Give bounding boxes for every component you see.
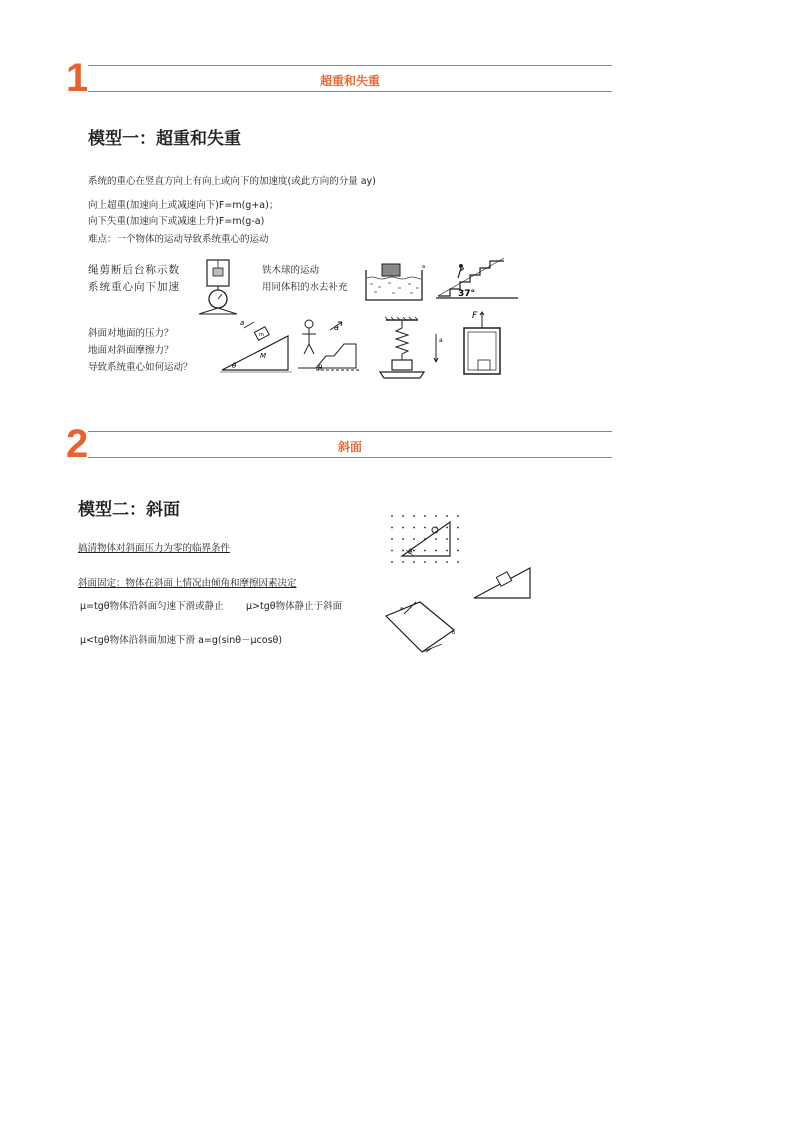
spring-diagram <box>374 316 446 382</box>
escalator-diagram <box>296 316 362 374</box>
section-title-2: 斜面 <box>337 440 362 454</box>
block-incline-diagram <box>472 566 534 602</box>
grid-dot <box>391 561 393 563</box>
grid-dot <box>446 538 448 540</box>
tilted-board-diagram <box>382 598 468 658</box>
grid-dot <box>457 515 459 517</box>
grid-dot <box>457 538 459 540</box>
grid-dot <box>402 550 404 552</box>
model2-title: 模型二：斜面 <box>78 500 180 520</box>
model1-question-1: 斜面对地面的压力？ <box>88 328 174 339</box>
model2-text-4: μ>tgθ物体静止于斜面 <box>246 601 343 612</box>
section-rule-bottom-2 <box>88 457 612 458</box>
section-number-2: 2 <box>66 422 89 466</box>
grid-dot <box>457 527 459 529</box>
model2-text-2: 斜面固定：物体在斜面上情况由倾角和摩擦因素决定 <box>78 578 297 589</box>
model2-text-1: 搞清物体对斜面压力为零的临界条件 <box>78 543 231 554</box>
svg-text:a: a <box>400 606 404 612</box>
svg-text:37°: 37° <box>458 289 476 299</box>
stairs-diagram <box>434 256 520 302</box>
model1-question-2: 地面对斜面摩擦力？ <box>88 345 174 356</box>
grid-dot <box>391 515 393 517</box>
grid-dot <box>446 561 448 563</box>
scale-diagram <box>195 258 245 320</box>
svg-text:a: a <box>439 337 443 344</box>
section-number-1: 1 <box>66 56 89 100</box>
grid-dot <box>391 538 393 540</box>
svg-text:a: a <box>422 264 426 270</box>
grid-dot <box>435 561 437 563</box>
grid-dot <box>424 561 426 563</box>
model1-title: 模型一：超重和失重 <box>88 129 241 149</box>
model1-question-3: 导致系统重心如何运动？ <box>88 362 193 373</box>
model2-text-3: μ=tgθ物体沿斜面匀速下滑或静止 <box>80 601 224 612</box>
grid-dot <box>457 550 459 552</box>
model1-line3: 难点：一个物体的运动导致系统重心的运动 <box>88 234 269 245</box>
grid-dot <box>402 527 404 529</box>
section-rule-top-1 <box>88 65 612 66</box>
grid-dot <box>402 538 404 540</box>
grid-dot <box>413 561 415 563</box>
svg-text:a: a <box>334 323 339 332</box>
grid-dot <box>457 561 459 563</box>
model1-line2: 向下失重(加速向下或减速上升)F=m(g-a) <box>88 216 265 227</box>
section-rule-top-2 <box>88 431 612 432</box>
svg-text:θ: θ <box>408 548 413 556</box>
model1-intro: 系统的重心在竖直方向上有向上或向下的加速度(或此方向的分量 ay) <box>88 176 376 187</box>
grid-dot <box>391 527 393 529</box>
svg-text:a: a <box>240 319 245 327</box>
dotted-incline-diagram <box>388 512 464 566</box>
section-title-1: 超重和失重 <box>319 74 380 88</box>
svg-text:M: M <box>260 352 267 360</box>
model1-note-b1: 铁木球的运动 <box>262 265 320 276</box>
wedge-diagram <box>218 316 292 374</box>
grid-dot <box>424 515 426 517</box>
grid-dot <box>413 538 415 540</box>
grid-dot <box>446 527 448 529</box>
water-tank-diagram <box>364 262 426 304</box>
model1-note-b2: 用同体积的水去补充 <box>262 282 348 293</box>
grid-dot <box>424 527 426 529</box>
svg-text:F: F <box>472 311 478 321</box>
grid-dot <box>446 515 448 517</box>
grid-dot <box>435 538 437 540</box>
svg-text:θ: θ <box>318 364 323 372</box>
svg-text:m: m <box>259 332 264 338</box>
grid-dot <box>413 515 415 517</box>
svg-text:b: b <box>452 630 456 636</box>
grid-dot <box>413 527 415 529</box>
grid-dot <box>402 515 404 517</box>
section-rule-bottom-1 <box>88 91 612 92</box>
grid-dot <box>402 561 404 563</box>
model2-text-5: μ<tgθ物体沿斜面加速下滑 a=g(sinθ－μcosθ) <box>80 635 283 646</box>
grid-dot <box>391 550 393 552</box>
model1-note-a2: 系统重心向下加速 <box>88 281 180 293</box>
grid-dot <box>435 550 437 552</box>
grid-dot <box>446 550 448 552</box>
svg-text:θ: θ <box>232 362 237 370</box>
grid-dot <box>413 550 415 552</box>
model1-note-a1: 绳剪断后台称示数 <box>88 264 180 276</box>
grid-dot <box>435 515 437 517</box>
box-force-diagram <box>458 308 506 378</box>
grid-dot <box>424 550 426 552</box>
model1-line1: 向上超重(加速向上或减速向下)F=m(g+a)； <box>88 200 279 211</box>
